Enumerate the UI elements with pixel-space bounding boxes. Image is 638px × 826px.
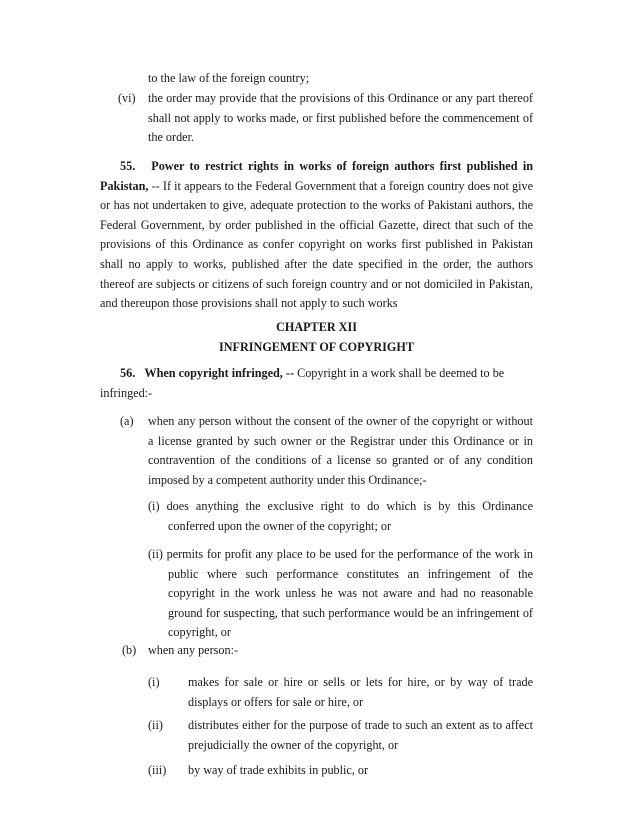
subclause-text: distributes either for the purpose of trade to such an extent as to affect prejudicially the owner of the copyright, or: [188, 718, 533, 752]
clause-vi: [118, 89, 533, 148]
section-body: -- If it appears to the Federal Government that a foreign country does not give or has not undertaken to give, adequate protection to the works of Pakistani authors, the Federal Government, by order published in the official Gazette, direct that such of the provisions of this Ordinance as confer copyright on works first published in Pakistan shall no apply to works, published after the date specified in the order, the authors thereof are subjects or citizens of such foreign country and or not domiciled in Pakistan, and thereupon those provisions shall not apply to such works: [100, 178, 533, 311]
clause-number: (a): [120, 414, 134, 428]
subclause-b-i: [148, 673, 533, 712]
clause-number: (b): [122, 643, 137, 657]
subclause-b-iii: [148, 761, 533, 781]
clause-text: when any person without the consent of the owner of the copyright or without a license granted by such owner or the Registrar under this Ordinance or in contravention of the conditions of a license so granted or of any condition imposed by a competent authority under this Ordinance;-: [148, 414, 533, 487]
subclause-text: by way of trade exhibits in public, or: [188, 763, 369, 777]
clause-text: when any person:-: [148, 643, 239, 657]
chapter-title: CHAPTER XII: [276, 320, 357, 334]
clause-number: (vi): [118, 91, 136, 105]
chapter-heading: [100, 318, 533, 357]
section-56: [100, 364, 533, 403]
section-heading: When copyright infringed, --: [144, 366, 295, 380]
section-number: 56.: [120, 366, 136, 380]
continuation-line: to the law of the foreign country;: [148, 71, 310, 85]
subclause-text: (ii) permits for profit any place to be used for the performance of the work in public where such performance constitutes an infringement of the copyright in the work unless he was not aware and had no reasonable ground for suspecting, that such performance would be an infringement of copyright, or: [148, 547, 534, 640]
section-55: [100, 157, 533, 314]
section-body: Copyright in a work shall be deemed to be infringed:-: [100, 366, 505, 400]
clause-text: the order may provide that the provisions of this Ordinance or any part thereof shall not apply to works made, or first published before the commencement of the order.: [148, 91, 533, 145]
subclause-text: (i) does anything the exclusive right to do which is by this Ordinance conferred upon the owner of the copyright; or: [148, 499, 534, 533]
section-number: 55.: [120, 159, 136, 173]
subclause-text: makes for sale or hire or sells or lets for hire, or by way of trade displays or offers for sale or hire, or: [188, 675, 533, 709]
section-heading: Power to restrict rights in works of foreign authors first published in Pakistan,: [100, 159, 533, 193]
subclause-a-ii: [148, 545, 533, 643]
subclause-number: (ii): [148, 547, 163, 561]
subclause-number: (iii): [148, 763, 167, 777]
subclause-number: (i): [148, 499, 160, 513]
subclause-number: (i): [148, 675, 160, 689]
clause-a: [120, 412, 533, 490]
subclause-a-i: [148, 497, 533, 536]
chapter-subtitle: INFRINGEMENT OF COPYRIGHT: [218, 339, 414, 354]
subclause-b-ii: [148, 716, 533, 755]
clause-b: [122, 641, 533, 661]
subclause-number: (ii): [148, 718, 163, 732]
